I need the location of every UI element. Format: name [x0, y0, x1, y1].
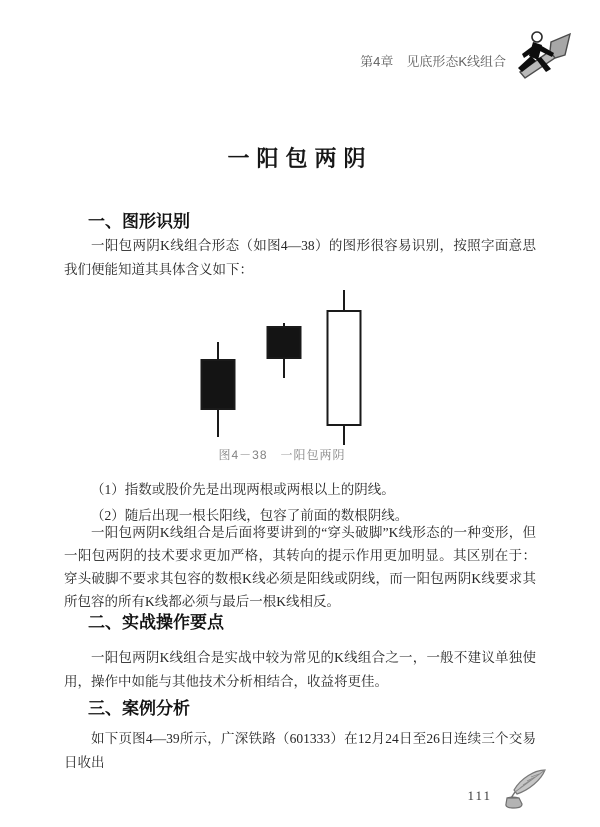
- page-number: 111: [467, 788, 492, 803]
- yin-candle-1: [202, 342, 235, 437]
- figure-caption: 图4－38 一阳包两阴: [218, 448, 346, 462]
- quill-icon: [501, 768, 547, 810]
- paragraph-discussion: 一阳包两阴K线组合是后面将要讲到的“穿头破脚”K线形态的一种变形，但一阳包两阴的技术要求更加严格，其转向的提示作用更加明显。其区别在于：穿头破脚不要求其包容的数根K线必须是阳线或阴线，而一阳包两阴K线要求其所包容的所有K线都必须与最后一根K线相反。: [64, 525, 536, 609]
- chapter-title: 见底形态K线组合: [406, 54, 506, 69]
- paragraph-intro: 一阳包两阴K线组合形态（如图4—38）的图形很容易识别，按照字面意思我们便能知道其具体含义如下：: [64, 238, 536, 277]
- section-heading-practical-points: 二、实战操作要点: [88, 613, 224, 632]
- chapter-header-text: [360, 51, 506, 70]
- chapter-number: 第4章: [360, 54, 394, 69]
- yang-candle: [328, 290, 361, 445]
- paragraph-case: 如下页图4—39所示，广深铁路（601333）在12月24日至26日连续三个交易日收出: [64, 731, 536, 770]
- page-footer: [467, 768, 547, 810]
- list-item-2: （2）随后出现一根长阳线，包容了前面的数根阴线。: [91, 508, 409, 523]
- list-item-1: （1）指数或股价先是出现两根或两根以上的阴线。: [91, 482, 395, 497]
- chapter-header: [360, 28, 574, 82]
- yin-candle-2: [268, 323, 301, 378]
- candlestick-figure: [180, 282, 380, 448]
- section-heading-case-analysis: 三、案例分析: [88, 699, 190, 718]
- paragraph-practical: 一阳包两阴K线组合是实战中较为常见的K线组合之一，一般不建议单独使用，操作中如能与其他技术分析相结合，收益将更佳。: [64, 650, 536, 689]
- rising-arrow-figure-icon: [510, 28, 574, 82]
- page-title: 一阳包两阴: [227, 146, 373, 171]
- section-heading-pattern-recognition: 一、图形识别: [88, 212, 190, 231]
